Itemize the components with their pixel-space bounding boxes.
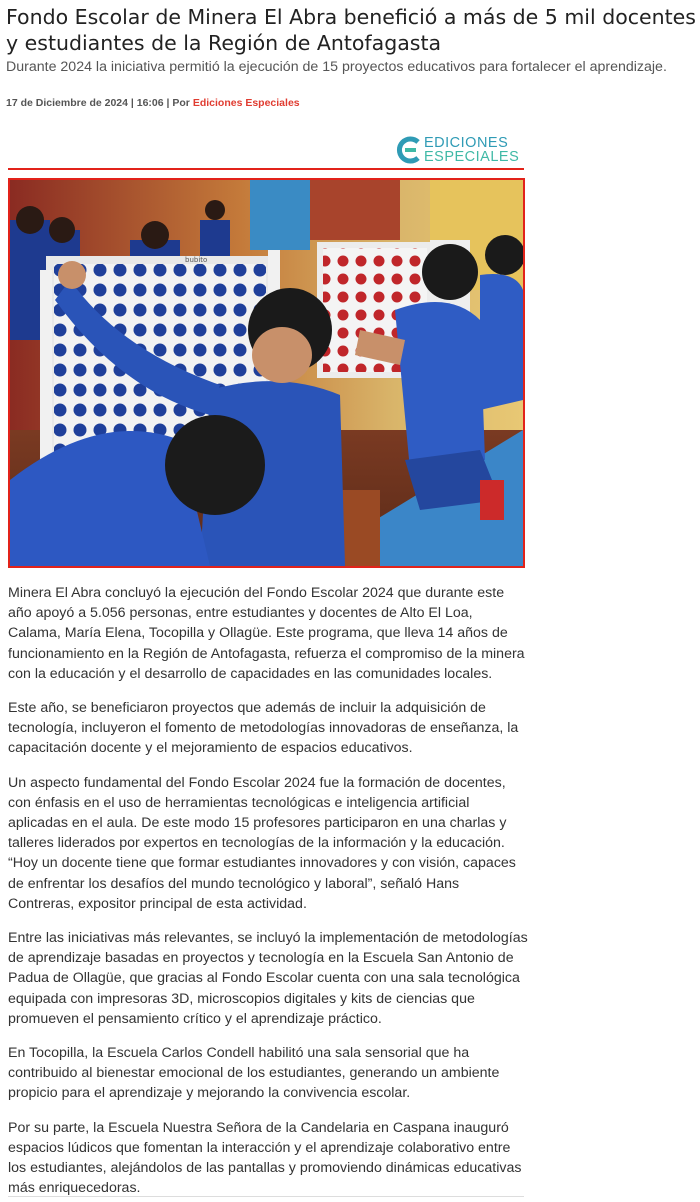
author-link[interactable]: Ediciones Especiales [192, 97, 300, 109]
logo-line1: EDICIONES [424, 135, 509, 151]
board-label: bubito [185, 256, 208, 264]
header-divider [8, 168, 524, 170]
paragraph: Entre las iniciativas más relevantes, se incluyó la implementación de metodologías de aprendizaje basadas en proyectos y tecnología en la Escuela San Antonio de Padua de Ollagüe, que gracias al Fondo Escolar cuenta con una sala tecnológica equipada con impresoras 3D, microscopios digitales y kits de ciencias que promueven el pensamiento crítico y el aprendizaje práctico. [8, 930, 528, 1027]
paragraph: Un aspecto fundamental del Fondo Escolar 2024 fue la formación de docentes, con énfasis en el uso de herramientas tecnológicas e inteligencia artificial aplicadas en el aula. De este modo 15 profesores participaron en una charlas y talleres liderados por expertos en tecnologías de la información y la educación. “Hoy un docente tiene que formar estudiantes innovadores y con visión, capaces de enfrentar los desafíos del mundo tecnológico y laboral”, señaló Hans Contreras, expositor principal de esta actividad. [8, 774, 516, 912]
paragraph: Por su parte, la Escuela Nuestra Señora de la Candelaria en Caspana inauguró espacios lúdicos que fomentan la interacción y el aprendizaje colaborativo entre los estudiantes, alejándolos de las pantallas y promoviendo dinámicas educativas más enriquecedoras. [8, 1119, 522, 1197]
article-body [8, 583, 528, 1202]
article-meta [6, 97, 300, 109]
ediciones-especiales-logo [396, 134, 524, 166]
paragraph: En Tocopilla, la Escuela Carlos Condell habilitó una sala sensorial que ha contribuido al bienestar emocional de los estudiantes, generando un ambiente propicio para el aprendizaje y mejorando la convivencia escolar. [8, 1045, 500, 1102]
paragraph: Este año, se beneficiaron proyectos que además de incluir la adquisición de tecnología, incluyeron el fomento de metodologías innovadoras de enseñanza, la capacitación docente y el mejoramiento de espacios educativos. [8, 700, 519, 757]
paragraph: Minera El Abra concluyó la ejecución del Fondo Escolar 2024 que durante este año apoyó a 5.056 personas, entre estudiantes y docentes de Alto El Loa, Calama, María Elena, Tocopilla y Ollagüe. Este programa, que lleva 14 años de funcionamiento en la Región de Antofagasta, refuerza el compromiso de la minera con la educación y el desarrollo de capacidades en las comunidades locales. [8, 585, 525, 682]
article-subtitle: Durante 2024 la iniciativa permitió la ejecución de 15 proyectos educativos para fortalecer el aprendizaje. [6, 59, 667, 75]
logo-mark-icon [396, 136, 422, 164]
logo-line2: ESPECIALES [424, 149, 520, 165]
article-photo [8, 178, 525, 568]
article-headline: Fondo Escolar de Minera El Abra benefició a más de 5 mil docentes y estudiantes de la Región de Antofagasta [6, 5, 696, 55]
students-playing-photo [10, 180, 523, 566]
article-date: 17 de Diciembre de 2024 | 16:06 | Por [6, 97, 193, 109]
footer-divider [8, 1196, 524, 1197]
